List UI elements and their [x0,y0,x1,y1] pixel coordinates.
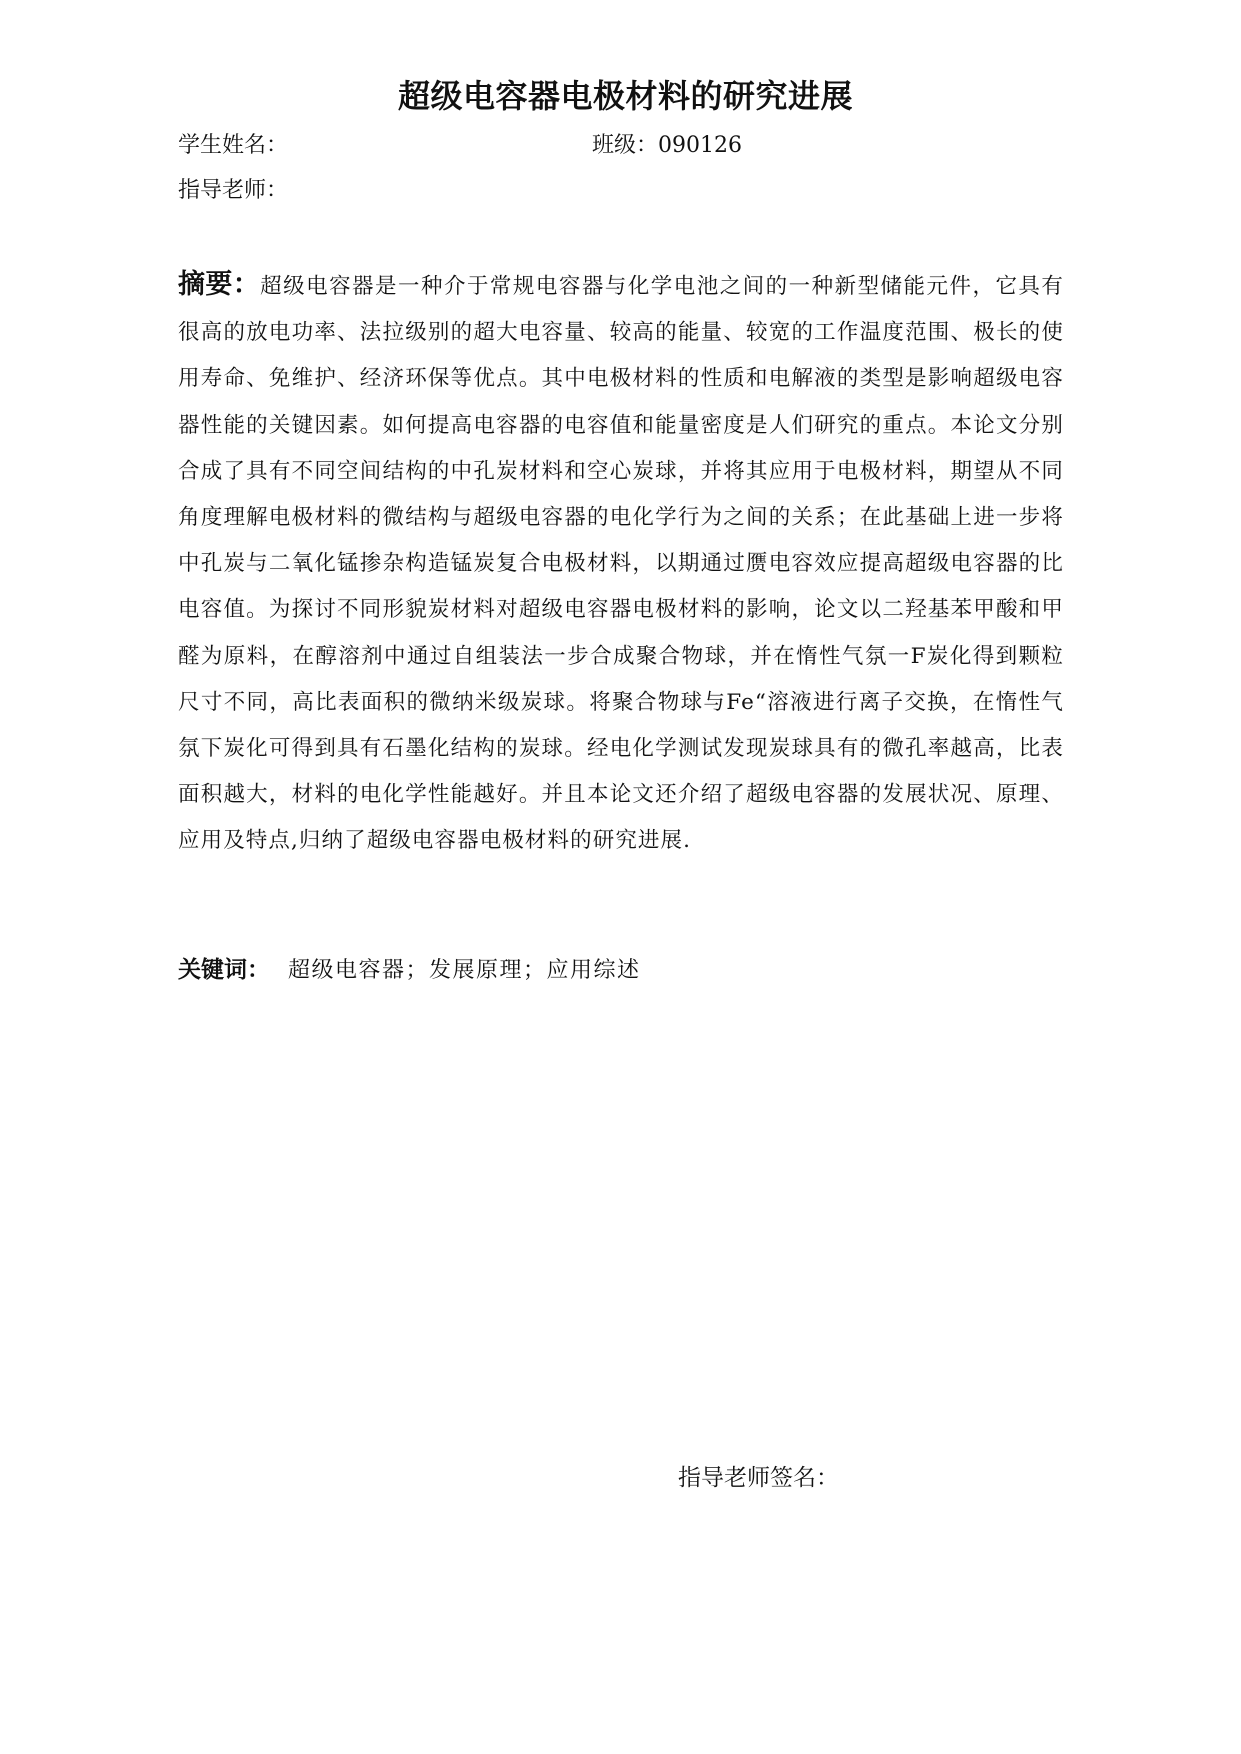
advisor-label: 指导老师： [178,178,289,203]
keywords-label: 关键词： [178,957,270,983]
keywords-text: 超级电容器；发展原理；应用综述 [288,958,641,983]
advisor-signature-label: 指导老师签名： [678,1465,839,1491]
abstract-text: 超级电容器是一种介于常规电容器与化学电池之间的一种新型储能元件，它具有很高的放电功率、法拉级别的超大电容量、较高的能量、较宽的工作温度范围、极长的使用寿命、免维护、经济环保等优点。其中电极材料的性质和电解液的类型是影响超级电容器性能的关键因素。如何提高电容器的电容值和能量密度是人们研究的重点。本论文分别合成了具有不同空间结构的中孔炭材料和空心炭球，并将其应用于电极材料，期望从不同角度理解电极材料的微结构与超级电容器的电化学行为之间的关系；在此基础上进一步将中孔炭与二氧化锰掺杂构造锰炭复合电极材料，以期通过赝电容效应提高超级电容器的比电容值。为探讨不同形貌炭材料对超级电容器电极材料的影响，论文以二羟基苯甲酸和甲醛为原料，在醇溶剂中通过自组装法一步合成聚合物球，并在惰性气氛一F炭化得到颗粒尺寸不同，高比表面积的微纳米级炭球。将聚合物球与Fe“溶液进行离子交换，在惰性气氛下炭化可得到具有石墨化结构的炭球。经电化学测试发现炭球具有的微孔率越高，比表面积越大，材料的电化学性能越好。并且本论文还介绍了超级电容器的发展状况、原理、应用及特点,归纳了超级电容器电极材料的研究进展. [178,274,1064,854]
abstract-label: 摘要： [178,269,261,300]
student-name-label: 学生姓名： [178,133,289,158]
class-label: 班级：090126 [592,133,742,158]
document-title: 超级电容器电极材料的研究进展 [397,77,853,115]
keywords-line [178,953,641,988]
abstract-paragraph [178,262,1064,865]
